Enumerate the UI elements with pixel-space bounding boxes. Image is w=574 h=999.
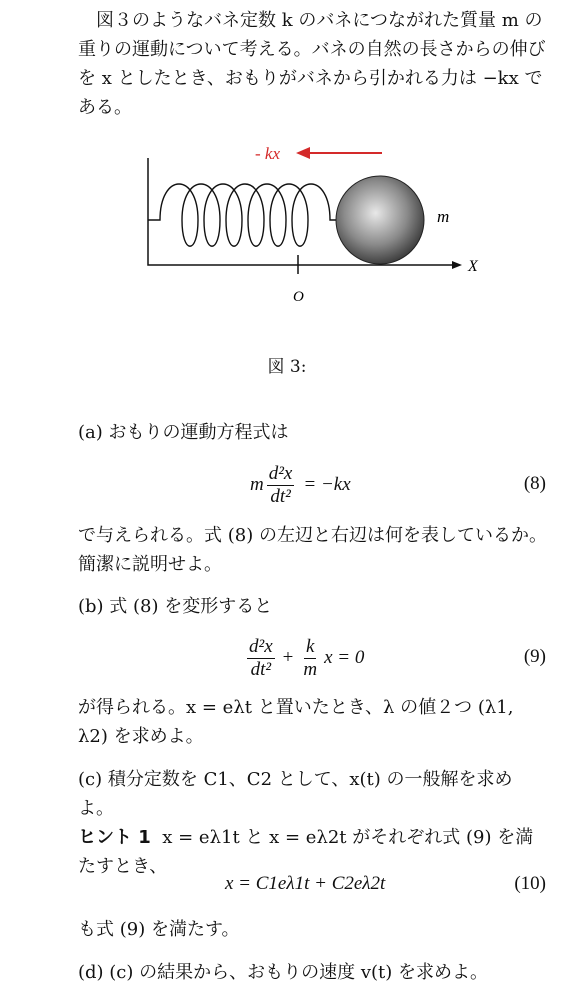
eq8-number: (8) bbox=[523, 473, 546, 494]
mass-ball bbox=[336, 176, 424, 264]
eq9-denominator-2: m bbox=[303, 658, 318, 680]
force-label: - kx bbox=[255, 144, 281, 163]
eq10-number: (10) bbox=[514, 873, 546, 894]
question-b: (b) 式 (8) を変形すると bbox=[78, 596, 273, 617]
hint-text: x = eλ1t と x = eλ2t がそれぞれ式 (9) を満たすとき、 bbox=[78, 827, 534, 877]
eq10-body: x = C1eλ1t + C2eλ2t bbox=[225, 873, 386, 894]
equation-9 bbox=[0, 628, 574, 688]
eq9-denominator-1: dt² bbox=[250, 658, 272, 680]
force-arrow-head bbox=[296, 147, 310, 159]
eq9-numerator-1: d²x bbox=[249, 635, 273, 657]
figure-caption: 図 3: bbox=[267, 357, 307, 377]
eq9-numerator-2: k bbox=[306, 635, 315, 657]
hint-after: も式 (9) を満たす。 bbox=[78, 919, 240, 940]
eq8-rhs: = −kx bbox=[303, 474, 351, 495]
eq8-m: m bbox=[250, 474, 264, 495]
question-a: (a) おもりの運動方程式は bbox=[78, 422, 289, 443]
axis-label: X bbox=[468, 258, 478, 275]
spring bbox=[148, 184, 340, 246]
eq8-denominator: dt² bbox=[270, 485, 291, 507]
origin-label: O bbox=[293, 289, 304, 305]
intro-paragraph: 図３のようなバネ定数 k のバネにつながれた質量 m の重りの運動について考える。バネの自然の長さからの伸びを x としたとき、おもりがバネから引かれる力は −kx である。 bbox=[78, 10, 546, 118]
eq9-number: (9) bbox=[523, 646, 546, 667]
question-d: (d) (c) の結果から、おもりの速度 v(t) を求めよ。 bbox=[78, 962, 489, 983]
axis-arrow-head bbox=[452, 261, 462, 269]
eq8-numerator: d²x bbox=[268, 462, 293, 484]
question-c: (c) 積分定数を C1、C2 として、x(t) の一般解を求めよ。 bbox=[78, 769, 513, 819]
question-a-after: で与えられる。式 (8) の左辺と右辺は何を表しているか。簡潔に説明せよ。 bbox=[78, 525, 547, 575]
mass-label: m bbox=[437, 207, 450, 226]
equation-8 bbox=[0, 455, 574, 515]
equation-10 bbox=[0, 866, 574, 902]
hint-label: ヒント 1 bbox=[78, 827, 151, 848]
question-b-after: が得られる。x = eλt と置いたとき、λ の値２つ (λ1, λ2) を求めよ。 bbox=[78, 697, 514, 747]
eq9-rest: x = 0 bbox=[324, 647, 365, 668]
eq9-plus: + bbox=[282, 647, 294, 668]
